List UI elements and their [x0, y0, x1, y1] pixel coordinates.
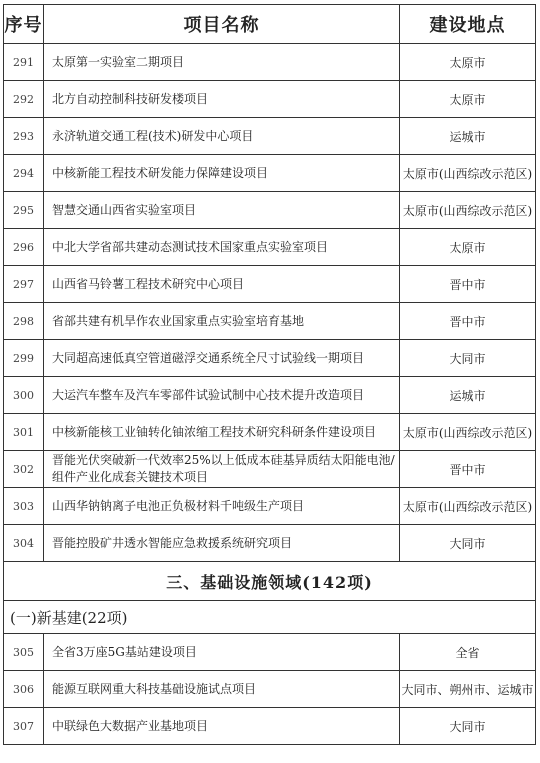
row-number: 297	[4, 266, 44, 303]
row-number: 296	[4, 229, 44, 266]
project-name: 晋能光伏突破新一代效率25%以上低成本硅基异质结太阳能电池/组件产业化成套关键技术项目	[44, 451, 400, 488]
project-name: 永济轨道交通工程(技术)研发中心项目	[44, 118, 400, 155]
project-location: 太原市(山西综改示范区)	[400, 192, 536, 229]
table-row	[4, 340, 536, 377]
project-name: 太原第一实验室二期项目	[44, 44, 400, 81]
table-row	[4, 671, 536, 708]
table-row	[4, 155, 536, 192]
project-name: 中北大学省部共建动态测试技术国家重点实验室项目	[44, 229, 400, 266]
project-location: 大同市	[400, 525, 536, 562]
table-row	[4, 118, 536, 155]
project-name: 智慧交通山西省实验室项目	[44, 192, 400, 229]
section-title: 三、基础设施领域(142项)	[4, 562, 536, 601]
row-number: 305	[4, 634, 44, 671]
project-name: 山西省马铃薯工程技术研究中心项目	[44, 266, 400, 303]
project-name: 中核新能核工业铀转化铀浓缩工程技术研究科研条件建设项目	[44, 414, 400, 451]
table-row	[4, 81, 536, 118]
project-location: 太原市	[400, 229, 536, 266]
table-row	[4, 44, 536, 81]
row-number: 291	[4, 44, 44, 81]
project-table-page	[3, 4, 535, 745]
project-name: 中联绿色大数据产业基地项目	[44, 708, 400, 745]
table-row	[4, 414, 536, 451]
project-location: 运城市	[400, 377, 536, 414]
table-row	[4, 634, 536, 671]
table-row	[4, 266, 536, 303]
table-row	[4, 708, 536, 745]
project-location: 太原市(山西综改示范区)	[400, 155, 536, 192]
project-name: 晋能控股矿井透水智能应急救援系统研究项目	[44, 525, 400, 562]
table-body-research	[4, 44, 536, 562]
section-row	[4, 562, 536, 601]
row-number: 292	[4, 81, 44, 118]
project-location: 大同市、朔州市、运城市	[400, 671, 536, 708]
subsection-row	[4, 601, 536, 634]
table-row	[4, 229, 536, 266]
project-location: 太原市	[400, 81, 536, 118]
row-number: 300	[4, 377, 44, 414]
project-name: 省部共建有机旱作农业国家重点实验室培育基地	[44, 303, 400, 340]
row-number: 306	[4, 671, 44, 708]
column-header-name: 项目名称	[44, 5, 400, 44]
table-row	[4, 488, 536, 525]
project-location: 太原市(山西综改示范区)	[400, 488, 536, 525]
project-name: 北方自动控制科技研发楼项目	[44, 81, 400, 118]
project-location: 大同市	[400, 708, 536, 745]
project-table	[3, 4, 536, 745]
project-location: 晋中市	[400, 451, 536, 488]
table-body-new-infrastructure	[4, 634, 536, 745]
table-header-row	[4, 5, 536, 44]
project-location: 全省	[400, 634, 536, 671]
project-location: 晋中市	[400, 266, 536, 303]
project-location: 太原市(山西综改示范区)	[400, 414, 536, 451]
project-name: 中核新能工程技术研发能力保障建设项目	[44, 155, 400, 192]
column-header-place: 建设地点	[400, 5, 536, 44]
row-number: 295	[4, 192, 44, 229]
project-location: 晋中市	[400, 303, 536, 340]
row-number: 303	[4, 488, 44, 525]
table-row	[4, 451, 536, 488]
project-location: 大同市	[400, 340, 536, 377]
project-location: 太原市	[400, 44, 536, 81]
table-body-infrastructure	[4, 562, 536, 634]
row-number: 299	[4, 340, 44, 377]
row-number: 307	[4, 708, 44, 745]
project-location: 运城市	[400, 118, 536, 155]
row-number: 302	[4, 451, 44, 488]
project-name: 山西华钠钠离子电池正负极材料千吨级生产项目	[44, 488, 400, 525]
row-number: 298	[4, 303, 44, 340]
row-number: 304	[4, 525, 44, 562]
project-name: 大同超高速低真空管道磁浮交通系统全尺寸试验线一期项目	[44, 340, 400, 377]
table-row	[4, 525, 536, 562]
row-number: 293	[4, 118, 44, 155]
row-number: 301	[4, 414, 44, 451]
subsection-title: (一)新基建(22项)	[4, 601, 536, 634]
project-name: 能源互联网重大科技基础设施试点项目	[44, 671, 400, 708]
project-name: 大运汽车整车及汽车零部件试验试制中心技术提升改造项目	[44, 377, 400, 414]
table-row	[4, 192, 536, 229]
project-name: 全省3万座5G基站建设项目	[44, 634, 400, 671]
row-number: 294	[4, 155, 44, 192]
table-row	[4, 303, 536, 340]
table-row	[4, 377, 536, 414]
column-header-no: 序号	[4, 5, 44, 44]
